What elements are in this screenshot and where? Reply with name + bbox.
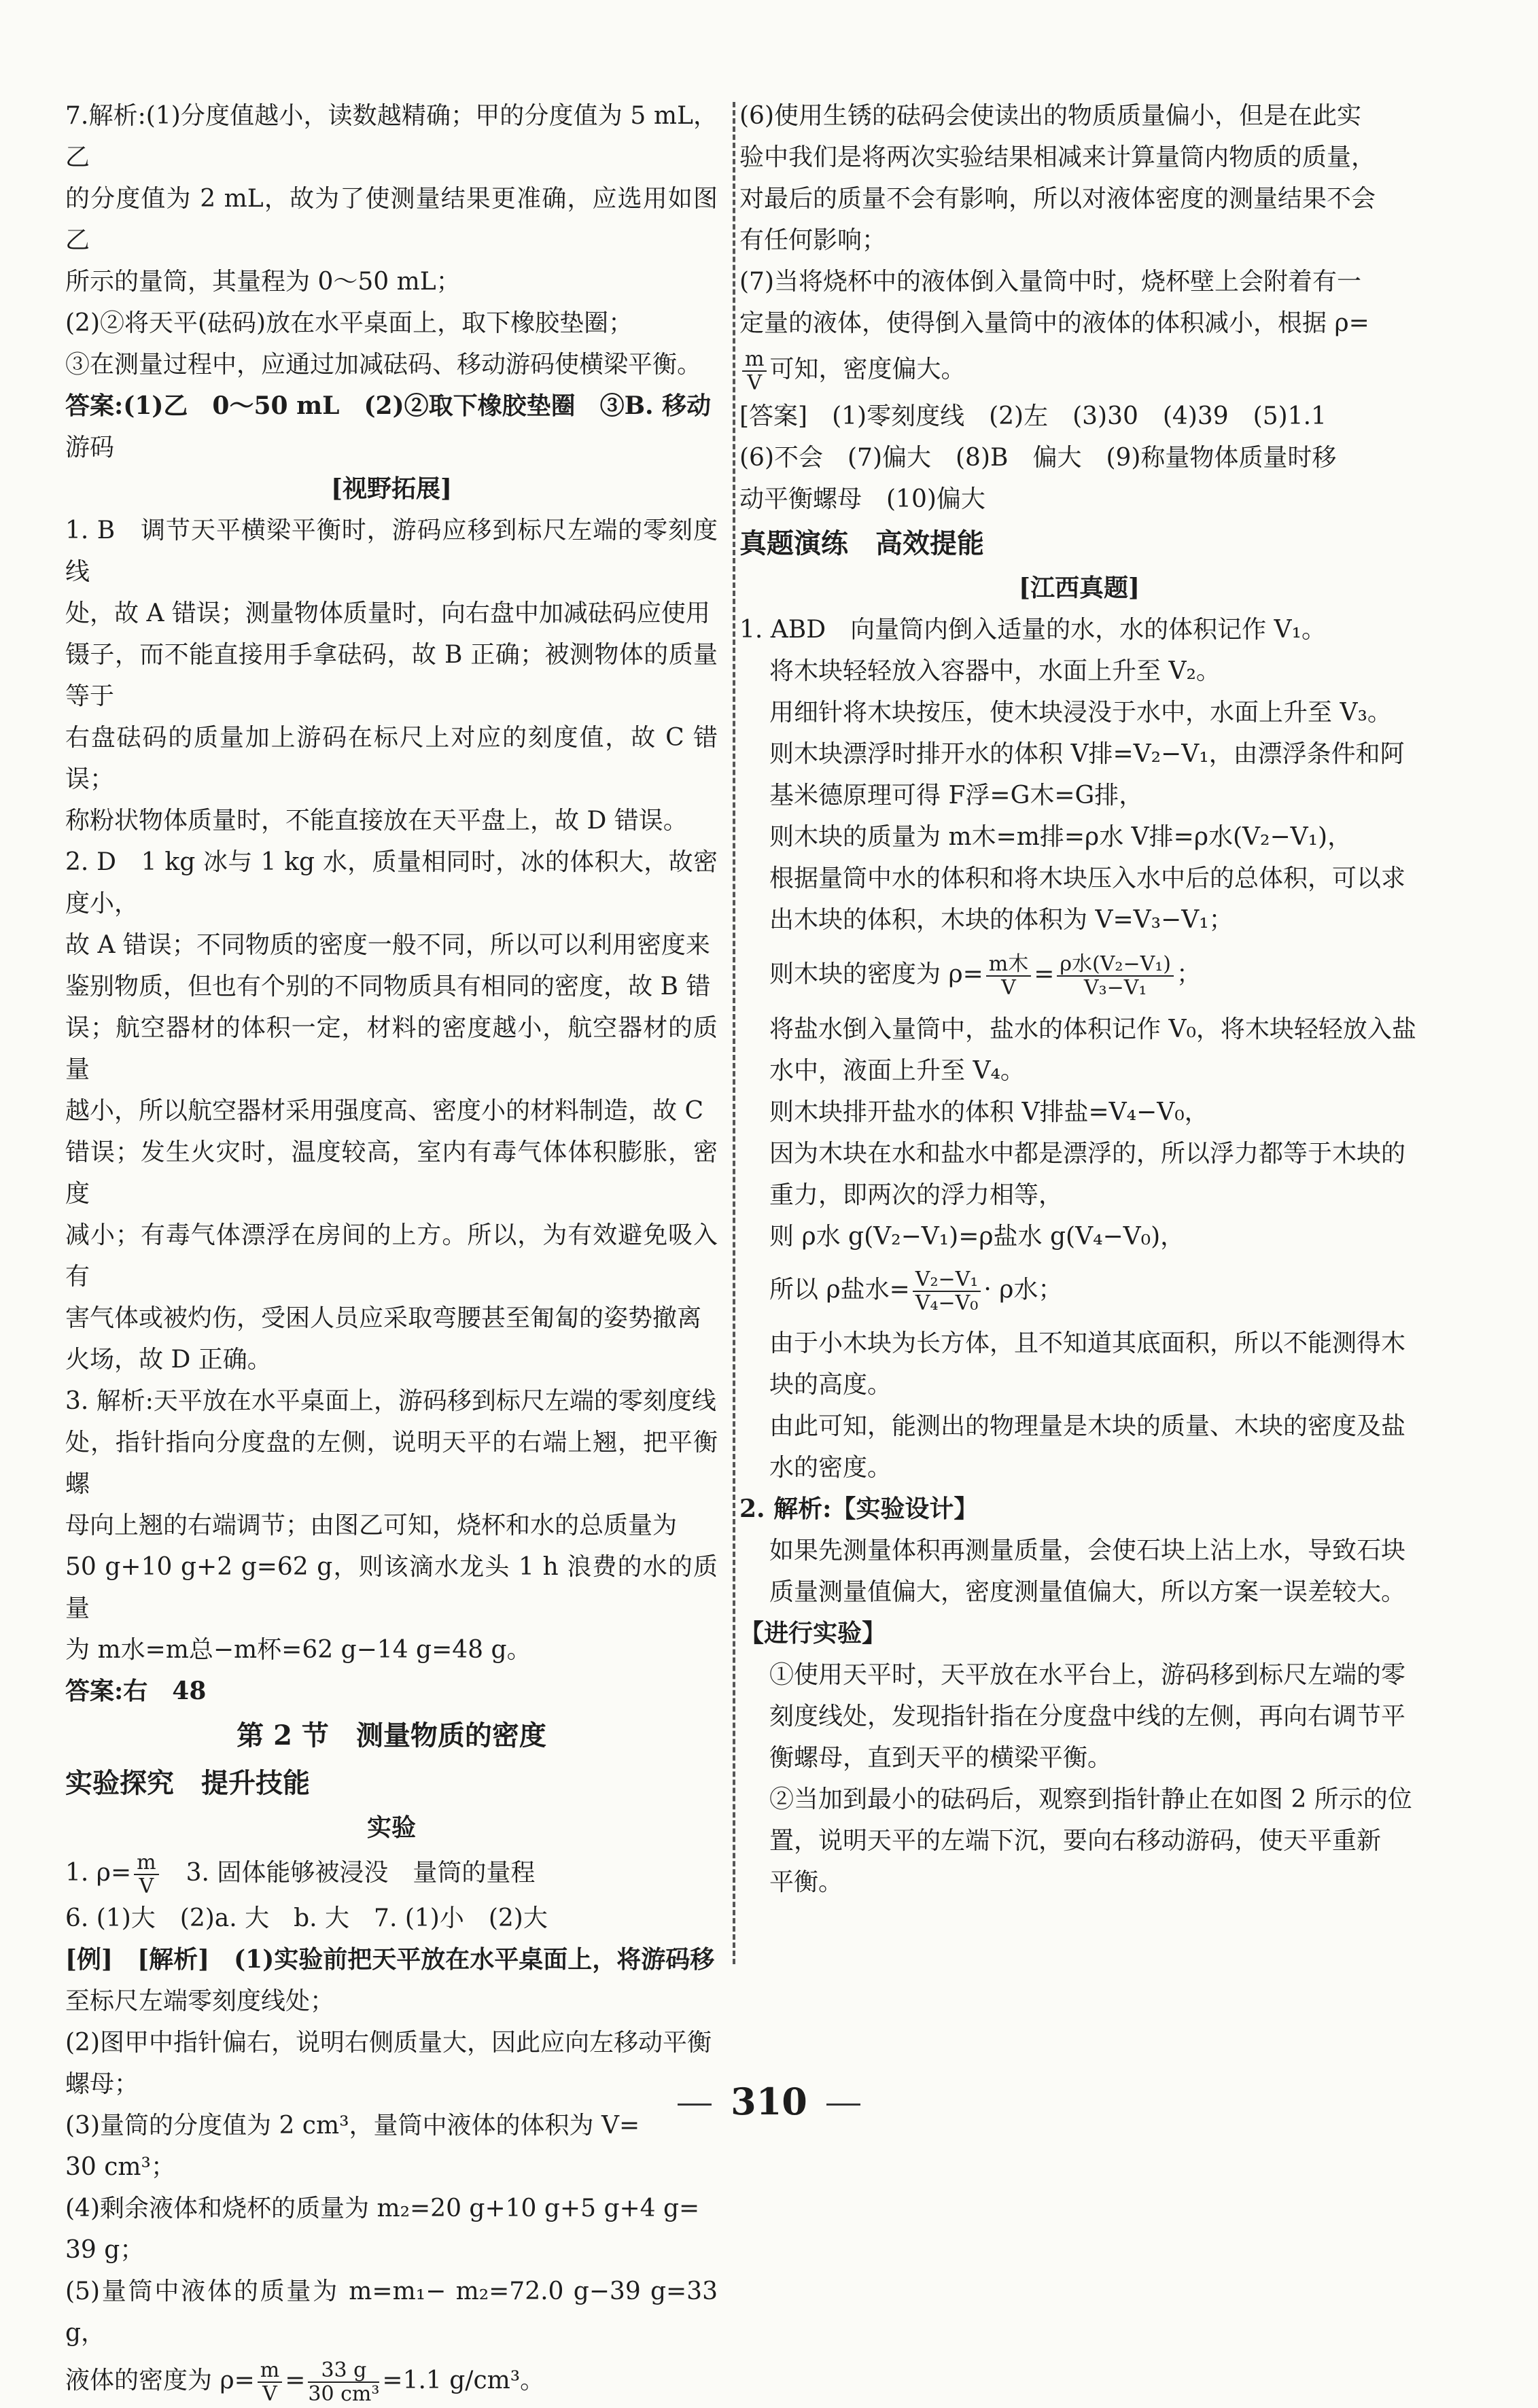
text-line: (3)量筒的分度值为 2 cm³，量筒中液体的体积为 V= — [65, 2112, 640, 2140]
text-line: 水的密度。 — [769, 1454, 892, 1482]
text-line: 由此可知，能测出的物理量是木块的质量、木块的密度及盐 — [769, 1412, 1406, 1440]
text-line: 至标尺左端零刻度线处； — [65, 1987, 335, 2015]
text-fragment: =1.1 g/cm³。 — [382, 2367, 545, 2394]
page-number: 310 — [731, 2080, 807, 2123]
text-line: 镊子，而不能直接用手拿砝码，故 B 正确；被测物体的质量等于 — [65, 641, 718, 710]
text-line: 1. B 调节天平横梁平衡时，游码应移到标尺左端的零刻度线 — [65, 517, 718, 586]
text-line: 1. ABD 向量筒内倒入适量的水，水的体积记作 V₁。 — [739, 616, 1326, 644]
text-line: 水中，液面上升至 V₄。 — [769, 1057, 1025, 1085]
sub-heading-experiment: 实验 — [366, 1813, 416, 1842]
wood-density-formula: 则木块的密度为 ρ= $\frac{\text{m木}}{V}$ = $\frac{\text{ρ水(V₂−V₁)}}{\text{V₃−V₁}}$ ； — [769, 952, 1201, 1000]
vision-q1 — [65, 510, 718, 841]
text-line: 有任何影响； — [739, 226, 887, 254]
fraction-numerator: m — [134, 1851, 158, 1875]
text-line: 基米德原理可得 F浮=G木=G排， — [769, 782, 1144, 809]
density-formula-line: 液体的密度为 ρ= $\frac{m}{V}$ = $\frac{33 g}{\text{30 cm³}}$ =1.1 g/cm³。 — [65, 2358, 545, 2406]
jx-q2 — [739, 1488, 1419, 1903]
text-line: [答案] (1)零刻度线 (2)左 (3)30 (4)39 (5)1.1 — [739, 402, 1327, 430]
text-line: 2. 解析:【实验设计】 — [739, 1495, 979, 1523]
text-line: 重力，即两次的浮力相等， — [769, 1181, 1064, 1209]
text-line: (4)剩余液体和烧杯的质量为 m₂=20 g+10 g+5 g+4 g= — [65, 2195, 700, 2222]
text-line: 误；航空器材的体积一定，材料的密度越小，航空器材的质量 — [65, 1014, 718, 1083]
rho-formula-line — [739, 344, 1419, 396]
text-line: 越小，所以航空器材采用强度高、密度小的材料制造，故 C — [65, 1097, 703, 1125]
text-line: 如果先测量体积再测量质量，会使石块上沾上水，导致石块 — [769, 1537, 1406, 1565]
experiment-answer-line — [65, 1849, 718, 1898]
footer-dash — [678, 2104, 712, 2106]
text-line: 39 g； — [65, 2236, 145, 2264]
section-jiangxi-label: [江西真题] — [1018, 574, 1140, 602]
text-line: (2)②将天平(砝码)放在水平桌面上，取下橡胶垫圈； — [65, 309, 633, 337]
fraction — [134, 1851, 158, 1898]
fraction-numerator: m木 — [986, 953, 1031, 977]
text-line: 故 A 错误；不同物质的密度一般不同，所以可以利用密度来 — [65, 931, 710, 959]
text-line: 害气体或被灼伤，受困人员应采取弯腰甚至匍匐的姿势撤离 — [65, 1304, 702, 1332]
text-line: 因为木块在水和盐水中都是漂浮的，所以浮力都等于木块的 — [769, 1140, 1406, 1168]
text-line: 定量的液体，使得倒入量筒中的液体的体积减小，根据 ρ= — [739, 309, 1369, 337]
text-line: 将盐水倒入量筒中，盐水的体积记作 V₀，将木块轻轻放入盐 — [769, 1015, 1416, 1043]
experiment-answer-line: 6. (1)大 (2)a. 大 b. 大 7. (1)小 (2)大 — [65, 1904, 548, 1932]
text-line: 螺母； — [65, 2070, 139, 2098]
text-line: 2. D 1 kg 冰与 1 kg 水，质量相同时，冰的体积大，故密度小， — [65, 848, 718, 918]
text-line: 母向上翘的右端调节；由图乙可知，烧杯和水的总质量为 — [65, 1512, 678, 1539]
text-line: 用细针将木块按压，使木块浸没于水中，水面上升至 V₃。 — [769, 699, 1392, 727]
fraction-numerator: m — [258, 2359, 282, 2383]
text-fragment: 1. ρ= — [65, 1859, 132, 1887]
text-line: 7.解析:(1)分度值越小，读数越精确；甲的分度值为 5 mL，乙 — [65, 102, 718, 171]
right-column — [739, 95, 1419, 1903]
q7-block — [65, 95, 718, 468]
text-fragment: 所以 ρ盐水= — [769, 1276, 910, 1304]
text-line: 由于小木块为长方体，且不知道其底面积，所以不能测得木 — [769, 1329, 1406, 1357]
text-line: 验中我们是将两次实验结果相减来计算量筒内物质的质量， — [739, 143, 1376, 171]
text-line: 处，故 A 错误；测量物体质量时，向右盘中加减砝码应使用 — [65, 599, 710, 627]
text-line: 平衡。 — [769, 1868, 843, 1896]
heading-real-exam: 真题演练 高效提能 — [739, 527, 984, 559]
example-block — [65, 1939, 718, 2408]
text-line: 50 g+10 g+2 g=62 g，则该滴水龙头 1 h 浪费的水的质量 — [65, 1553, 718, 1622]
page-number-footer — [0, 2080, 1538, 2123]
text-line: 动平衡螺母 (10)偏大 — [739, 485, 985, 513]
text-line: 刻度线处，发现指针指在分度盘中线的左侧，再向右调节平 — [769, 1703, 1406, 1730]
text-fragment: 3. 固体能够被浸没 量筒的量程 — [161, 1859, 536, 1887]
text-line: 鉴别物质，但也有个别的不同物质具有相同的密度，故 B 错 — [65, 973, 711, 1000]
heading-explore: 实验探究 提升技能 — [65, 1767, 310, 1799]
text-line: 则木块漂浮时排开水的体积 V排=V₂−V₁，由漂浮条件和阿 — [769, 740, 1405, 768]
text-line: (5)量筒中液体的质量为 m=m₁− m₂=72.0 g−39 g=33 g， — [65, 2278, 718, 2347]
text-fragment: 则木块的密度为 ρ= — [769, 960, 983, 988]
text-line: 游码 — [65, 434, 115, 461]
text-line: 衡螺母，直到天平的横梁平衡。 — [769, 1744, 1113, 1772]
fraction-numerator: m — [742, 348, 767, 372]
text-line: 根据量筒中水的体积和将木块压入水中后的总体积，可以求 — [769, 865, 1406, 892]
text-line: (6)不会 (7)偏大 (8)B 偏大 (9)称量物体质量时移 — [739, 444, 1337, 472]
footer-dash — [826, 2104, 860, 2106]
text-line: 块的高度。 — [769, 1371, 892, 1399]
fraction-denominator: V — [1001, 976, 1016, 1000]
text-line: 出木块的体积，木块的体积为 V=V₃−V₁； — [769, 906, 1234, 934]
sub-heading: 【进行实验】 — [739, 1619, 887, 1647]
text-line: 称粉状物体质量时，不能直接放在天平盘上，故 D 错误。 — [65, 807, 688, 835]
section-title: 第 2 节 测量物质的密度 — [237, 1720, 546, 1751]
text-line: 则 ρ水 g(V₂−V₁)=ρ盐水 g(V₄−V₀)， — [769, 1223, 1185, 1251]
fraction-denominator: V — [747, 371, 763, 395]
text-line: 为 m水=m总−m杯=62 g−14 g=48 g。 — [65, 1636, 531, 1664]
answer-block — [739, 396, 1419, 520]
fraction-numerator: 33 g — [308, 2359, 379, 2383]
column-divider — [733, 102, 735, 1964]
salt-density-formula — [739, 1257, 1419, 1323]
text-line: ①使用天平时，天平放在水平台上，游码移到标尺左端的零 — [769, 1661, 1406, 1689]
fraction — [913, 1268, 981, 1314]
text-fragment: 液体的密度为 ρ= — [65, 2367, 255, 2394]
fraction-numerator: V₂−V₁ — [913, 1268, 981, 1292]
text-line: 则木块的质量为 m木=m排=ρ水 V排=ρ水(V₂−V₁)， — [769, 823, 1352, 851]
text-line: [例] [解析] (1)实验前把天平放在水平桌面上，将游码移 — [65, 1945, 715, 1974]
text-line: (7)当将烧杯中的液体倒入量筒中时，烧杯壁上会附着有一 — [739, 268, 1361, 296]
text-line: 质量测量值偏大，密度测量值偏大，所以方案一误差较大。 — [769, 1578, 1406, 1606]
text-fragment: · ρ水； — [983, 1276, 1063, 1304]
fraction-numerator: ρ水(V₂−V₁) — [1057, 953, 1174, 977]
text-line: 火场，故 D 正确。 — [65, 1346, 272, 1374]
text-line: 错误；发生火灾时，温度较高，室内有毒气体体积膨胀，密度 — [65, 1138, 718, 1208]
fraction-denominator: 30 cm³ — [308, 2382, 380, 2406]
jx-q1 — [739, 609, 1419, 1488]
text-line: 处，指针指向分度盘的左侧，说明天平的右端上翘，把平衡螺 — [65, 1429, 718, 1498]
vision-q2 — [65, 841, 718, 1380]
text-line: 30 cm³； — [65, 2153, 175, 2181]
fraction-denominator: V₄−V₀ — [915, 1291, 979, 1315]
fraction — [742, 348, 767, 394]
vision-q3 — [65, 1380, 718, 1712]
fraction-denominator: V — [139, 1874, 154, 1898]
text-line: 右盘砝码的质量加上游码在标尺上对应的刻度值，故 C 错误； — [65, 724, 718, 793]
text-line: ②当加到最小的砝码后，观察到指针静止在如图 2 所示的位 — [769, 1785, 1412, 1813]
fraction-denominator: V — [262, 2382, 277, 2406]
answer-line: 答案:右 48 — [65, 1677, 207, 1705]
text-line: 减小；有毒气体漂浮在房间的上方。所以，为有效避免吸入有 — [65, 1221, 718, 1291]
text-line: 则木块排开盐水的体积 V排盐=V₄−V₀， — [769, 1098, 1209, 1126]
text-fragment: ； — [1176, 960, 1201, 988]
fraction — [1057, 953, 1174, 999]
fraction-denominator: V₃−V₁ — [1083, 976, 1147, 1000]
text-line: 3. 解析:天平放在水平桌面上，游码移到标尺左端的零刻度线 — [65, 1387, 716, 1415]
text-line: ③在测量过程中，应通过加减砝码、移动游码使横梁平衡。 — [65, 351, 702, 379]
text-line: 将木块轻轻放入容器中，水面上升至 V₂。 — [769, 657, 1221, 685]
text-line: 所示的量筒，其量程为 0～50 mL； — [65, 268, 461, 296]
text-line: 的分度值为 2 mL，故为了使测量结果更准确，应选用如图乙 — [65, 185, 718, 254]
text-line: 置，说明天平的左端下沉，要向右移动游码，使天平重新 — [769, 1827, 1382, 1855]
answer-line: 答案:(1)乙 0～50 mL (2)②取下橡胶垫圈 ③B. 移动 — [65, 391, 712, 420]
text-line: 对最后的质量不会有影响，所以对液体密度的测量结果不会 — [739, 185, 1376, 213]
section-vision-label: [视野拓展] — [330, 474, 453, 503]
left-column — [65, 95, 718, 2408]
text-fragment: 可知，密度偏大。 — [769, 355, 966, 383]
fraction — [308, 2359, 379, 2405]
fraction — [258, 2359, 282, 2405]
continued-block — [739, 95, 1419, 396]
text-line: (6)使用生锈的砝码会使读出的物质质量偏小，但是在此实 — [739, 102, 1361, 130]
fraction — [986, 953, 1031, 999]
text-line: (2)图甲中指针偏右，说明右侧质量大，因此应向左移动平衡 — [65, 2029, 712, 2057]
